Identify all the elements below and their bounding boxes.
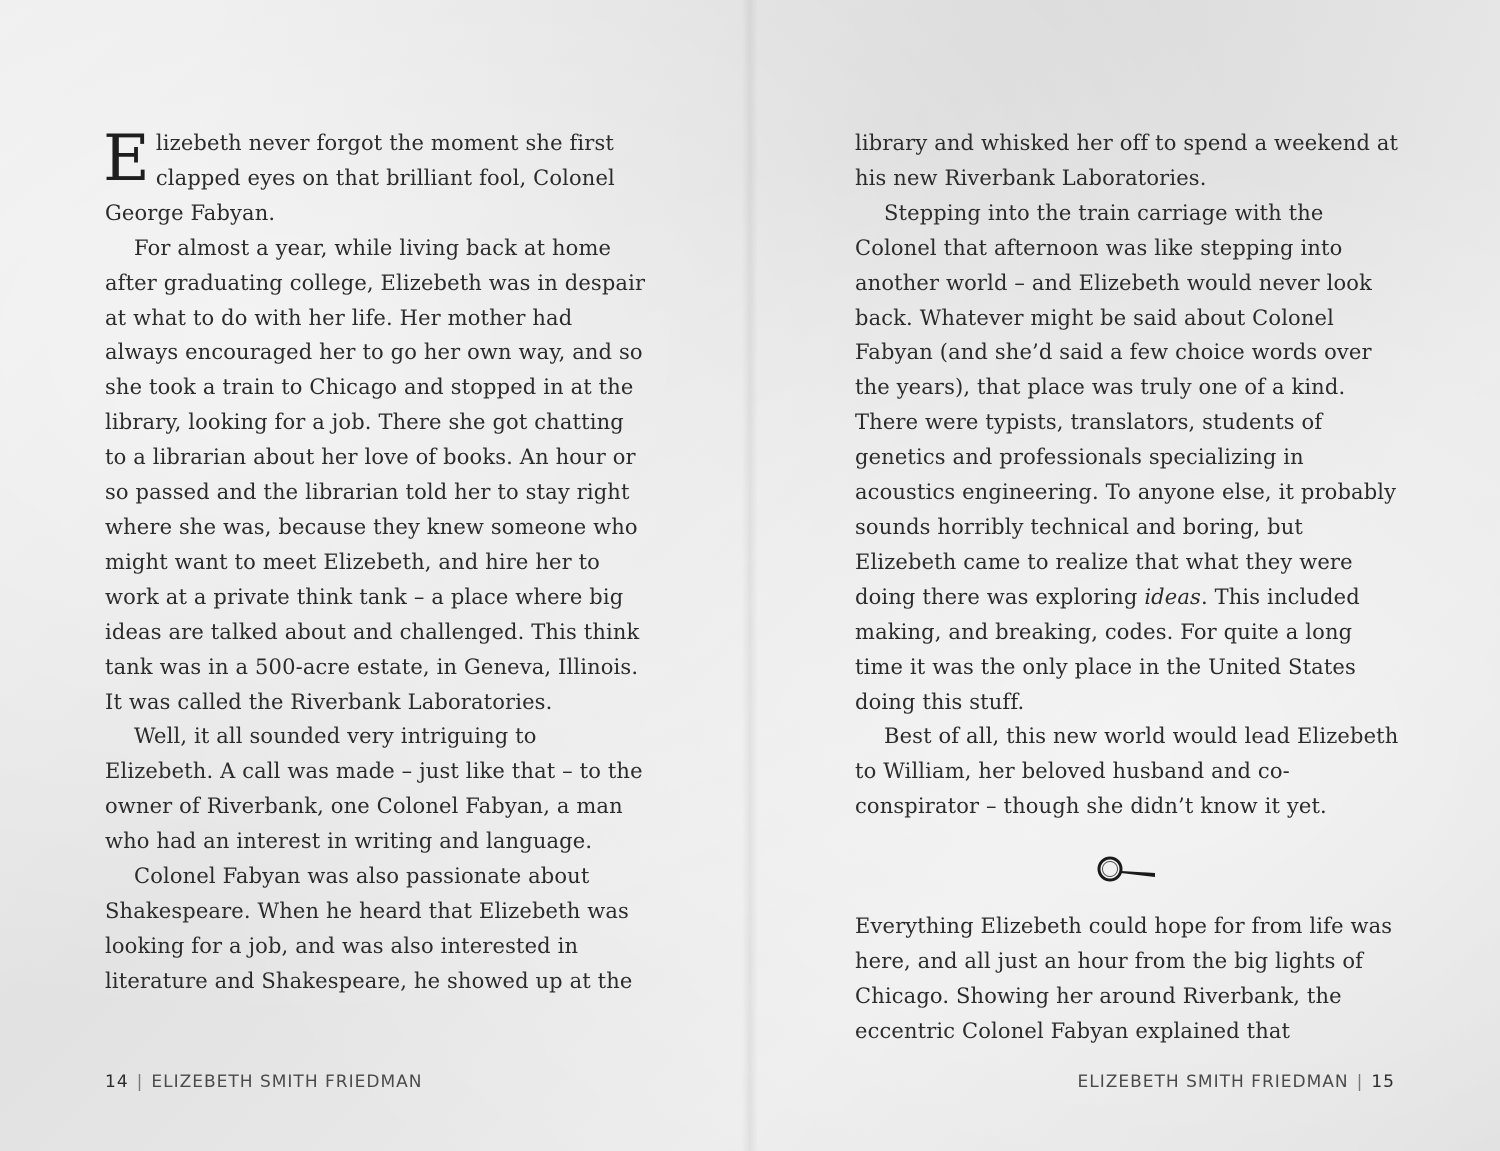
right-para-2 — [855, 196, 1400, 720]
right-footer-separator: | — [1356, 1072, 1364, 1092]
left-para-1-text: lizebeth never forgot the moment she first clapped eyes on that brilliant fool, Colonel George Fabyan. — [105, 131, 615, 225]
left-para-3: Well, it all sounded very intriguing to Elizebeth. A call was made – just like that – to the owner of Riverbank, one Colonel Fabyan, a man who had an interest in writing and language. — [105, 724, 643, 854]
right-para-2-text: Stepping into the train carriage with the Colonel that afternoon was like stepping into another world – and Elizebeth would never look back. Whatever might be said about Colonel Fabyan (and she’d said a few choice words over the years), that place was truly one of a kind. There were typists, translators, students of genetics and professionals specializing in acoustics engineering. To anyone else, it probably sounds horribly technical and boring, but Elizebeth came to realize that what they were doing there was exploring — [855, 200, 1397, 609]
left-para-4: Colonel Fabyan was also passionate about Shakespeare. When he heard that Elizebeth was looking for a job, and was also interested in literature and Shakespeare, he showed up at the — [105, 864, 633, 993]
right-para-2-end: . This included making, and breaking, codes. For quite a long time it was the only place in the United States doing this stuff. — [855, 584, 1360, 714]
right-para-1: library and whisked her off to spend a weekend at his new Riverbank Laboratories. — [855, 131, 1399, 190]
right-page — [855, 126, 1400, 1049]
right-footer-title: ELIZEBETH SMITH FRIEDMAN — [1077, 1072, 1349, 1092]
right-para-2-italic: ideas — [1144, 584, 1201, 609]
left-page-number: 14 — [105, 1072, 129, 1092]
magnifying-glass-icon — [1095, 852, 1157, 886]
right-para-4: Everything Elizebeth could hope for from life was here, and all just an hour from the big lights of Chicago. Showing her around Riverbank, the eccentric Colonel Fabyan explained that — [855, 914, 1393, 1043]
page-gutter — [742, 0, 758, 1151]
left-para-2: For almost a year, while living back at home after graduating college, Elizebeth was in despair at what to do with her life. Her mother had always encouraged her to go her own way, and so she took a train to Chicago and stopped in at the library, looking for a job. There she got chatting to a librarian about her love of books. An hour or so passed and the librarian told her to stay right where she was, because they knew someone who might want to meet Elizebeth, and hire her to work at a private think tank – a place where big ideas are talked about and challenged. This think tank was in a 500-acre estate, in Geneva, Illinois. It was called the Riverbank Laboratories. — [105, 235, 646, 714]
left-para-1 — [103, 122, 650, 231]
left-footer-title: ELIZEBETH SMITH FRIEDMAN — [151, 1072, 423, 1092]
left-footer — [105, 1072, 422, 1092]
drop-cap: E — [103, 122, 150, 196]
left-page — [103, 122, 650, 999]
right-footer — [1078, 1072, 1395, 1092]
right-page-number: 15 — [1371, 1072, 1395, 1092]
left-footer-separator: | — [136, 1072, 144, 1092]
right-para-3: Best of all, this new world would lead Elizebeth to William, her beloved husband and co-conspirator – though she didn’t know it yet. — [855, 724, 1399, 819]
